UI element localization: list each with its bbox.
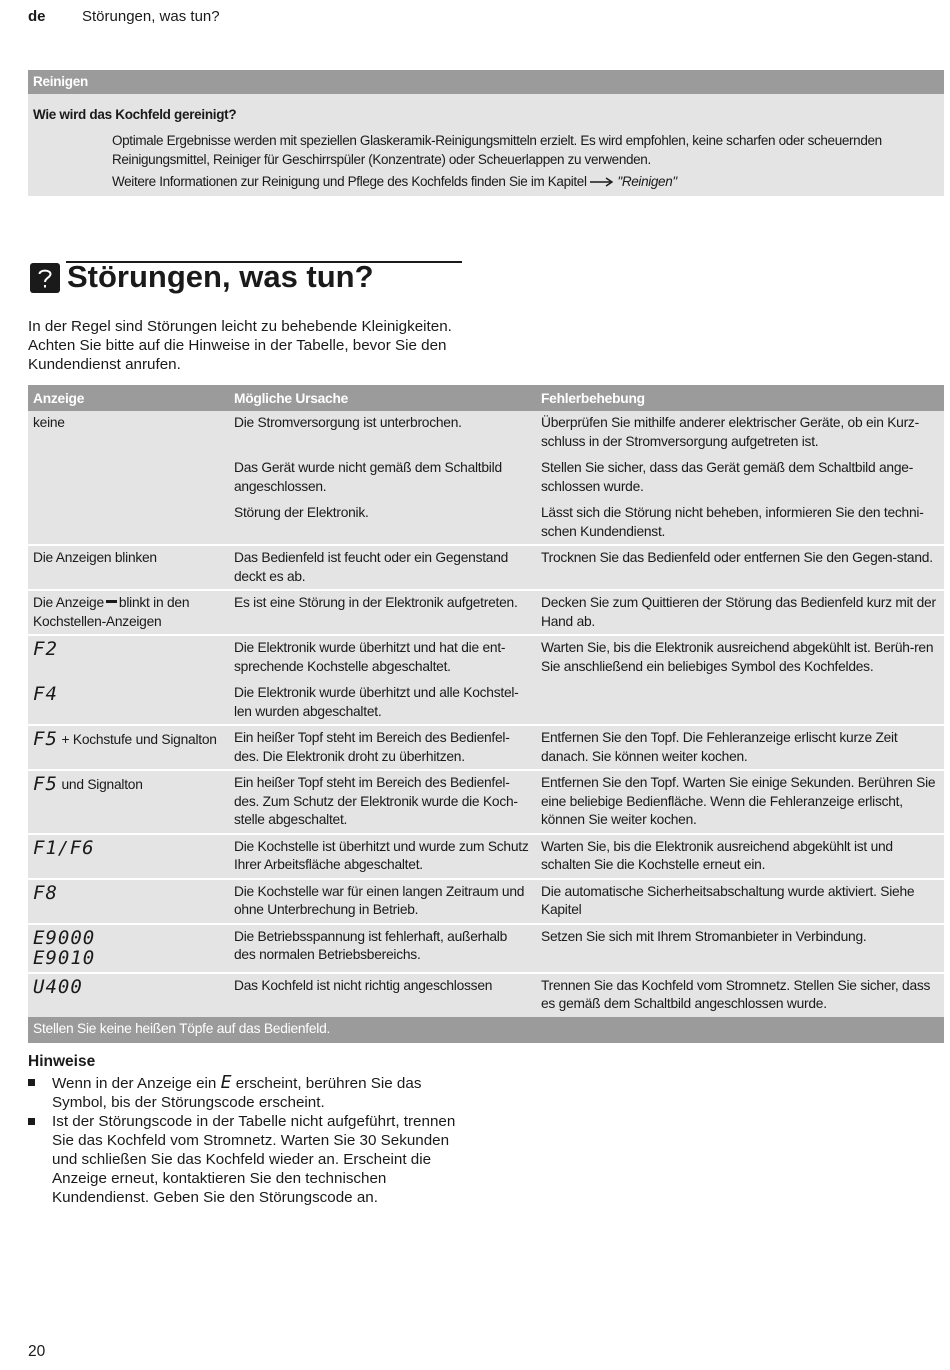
column-header-cause: Mögliche Ursache: [229, 385, 536, 411]
error-code: U400: [33, 975, 83, 998]
display-cell: keine: [28, 411, 229, 545]
cause-cell: Ein heißer Topf steht im Bereich des Bedienfel-des. Zum Schutz der Elektronik wurde die Koch-stelle abgeschaltet.: [229, 770, 536, 834]
display-text: Die Anzeige: [33, 595, 104, 610]
cleaning-question: Wie wird das Kochfeld gereinigt?: [33, 107, 237, 122]
cause-cell: Das Gerät wurde nicht gemäß dem Schaltbild angeschlossen.: [229, 454, 536, 499]
error-code: F4: [33, 683, 58, 705]
display-text: blinkt in den Kochstellen-Anzeigen: [33, 595, 190, 629]
fix-cell: Trocknen Sie das Bedienfeld oder entfernen Sie den Gegen-stand.: [536, 545, 944, 590]
cause-cell: Das Bedienfeld ist feucht oder ein Gegenstand deckt es ab.: [229, 545, 536, 590]
table-footer-row: [28, 1017, 944, 1043]
notes-list: [28, 1073, 468, 1207]
language-tag: de: [28, 8, 46, 25]
cleaning-paragraph-2: [112, 172, 938, 191]
list-item: [28, 1112, 468, 1207]
table-row: [28, 635, 944, 679]
cleaning-paragraph-1: Optimale Ergebnisse werden mit speziellen Glaskeramik-Reinigungsmitteln erzielt. Es wird empfohlen, keine scharfen oder scheuernden Reinigungsmittel, Reiniger für Geschirrspüler (Konzentrate) oder Scheuerlappen zu verwenden.: [112, 133, 882, 167]
error-code: E9010: [33, 947, 96, 969]
table-row: [28, 590, 944, 635]
arrow-right-icon: [590, 177, 614, 187]
cause-cell: Störung der Elektronik.: [229, 499, 536, 545]
display-cell: [28, 679, 229, 725]
fix-cell: Entfernen Sie den Topf. Die Fehleranzeige erlischt kurze Zeit danach. Sie können weiter kochen.: [536, 725, 944, 770]
table-row: [28, 545, 944, 590]
cause-cell: Ein heißer Topf steht im Bereich des Bedienfel-des. Die Elektronik droht zu überhitzen.: [229, 725, 536, 770]
display-cell: [28, 834, 229, 879]
display-cell: [28, 770, 229, 834]
display-cell: [28, 590, 229, 635]
table-row: [28, 725, 944, 770]
fix-cell: Überprüfen Sie mithilfe anderer elektrischer Geräte, ob ein Kurz-schluss in der Stromversorgung aufgetreten ist.: [536, 411, 944, 454]
table-row: [28, 834, 944, 879]
page-number: 20: [28, 1343, 46, 1360]
fix-cell: Trennen Sie das Kochfeld vom Stromnetz. Stellen Sie sicher, dass es gemäß dem Schaltbild angeschlossen wurde.: [536, 973, 944, 1017]
cause-cell: Die Stromversorgung ist unterbrochen.: [229, 411, 536, 454]
display-cell: [28, 973, 229, 1017]
code-suffix: und Signalton: [61, 777, 143, 792]
note-text: Ist der Störungscode in der Tabelle nicht aufgeführt, trennen Sie das Kochfeld vom Stromnetz. Warten Sie 30 Sekunden und schließen Sie das Kochfeld wieder an. Erscheint die Anzeige erneut, kontaktieren Sie den technischen Kundendienst. Geben Sie den Störungscode an.: [52, 1113, 456, 1206]
running-header-title: Störungen, was tun?: [82, 8, 220, 25]
chapter-reference-link[interactable]: "Reinigen": [617, 174, 677, 189]
display-cell: [28, 635, 229, 679]
fix-cell: Stellen Sie sicher, dass das Gerät gemäß dem Schaltbild ange-schlossen wurde.: [536, 454, 944, 499]
error-code: F5: [33, 728, 58, 750]
column-header-display: Anzeige: [28, 385, 229, 411]
bullet-square-icon: [28, 1118, 35, 1125]
table-footer-note: Stellen Sie keine heißen Töpfe auf das Bedienfeld.: [28, 1017, 944, 1043]
cause-cell: Die Elektronik wurde überhitzt und hat die ent-sprechende Kochstelle abgeschaltet.: [229, 635, 536, 679]
code-suffix: + Kochstufe und Signalton: [61, 732, 217, 747]
cause-cell: Die Elektronik wurde überhitzt und alle Kochstel-len wurden abgeschaltet.: [229, 679, 536, 725]
display-cell: [28, 924, 229, 973]
error-code: F8: [33, 881, 58, 904]
cause-cell: Es ist eine Störung in der Elektronik aufgetreten.: [229, 590, 536, 635]
code-separator: /: [57, 837, 70, 859]
error-code: F2: [33, 638, 58, 660]
error-code: F6: [69, 836, 95, 859]
table-row: [28, 924, 944, 973]
table-row: [28, 879, 944, 924]
cause-cell: Die Kochstelle ist überhitzt und wurde zum Schutz Ihrer Arbeitsfläche abgeschaltet.: [229, 834, 536, 879]
fix-cell: Decken Sie zum Quittieren der Störung das Bedienfeld kurz mit der Hand ab.: [536, 590, 944, 635]
section-intro: In der Regel sind Störungen leicht zu behebende Kleinigkeiten. Achten Sie bitte auf die Hinweise in der Tabelle, bevor Sie den Kundendienst anrufen.: [28, 318, 452, 373]
error-code: F1: [33, 836, 58, 859]
cleaning-paragraph-2-text: Weitere Informationen zur Reinigung und Pflege des Kochfelds finden Sie im Kapitel: [112, 174, 587, 189]
fix-cell: Warten Sie, bis die Elektronik ausreichend abgekühlt ist. Berüh-ren Sie anschließend ein beliebiges Symbol des Kochfeldes.: [536, 635, 944, 725]
cause-cell: Die Betriebsspannung ist fehlerhaft, außerhalb des normalen Betriebsbereichs.: [229, 924, 536, 973]
fix-cell: Lässt sich die Störung nicht beheben, informieren Sie den techni-schen Kundendienst.: [536, 499, 944, 545]
column-header-fix: Fehlerbehebung: [536, 385, 944, 411]
fix-cell: Entfernen Sie den Topf. Warten Sie einige Sekunden. Berühren Sie eine beliebige Bedienfläche. Wenn die Fehleranzeige erlischt, können Sie weiter kochen.: [536, 770, 944, 834]
section-title: Störungen, was tun?: [67, 259, 374, 294]
notes-title: Hinweise: [28, 1053, 96, 1070]
fix-cell: Die automatische Sicherheitsabschaltung wurde aktiviert. Siehe Kapitel: [536, 879, 944, 924]
troubleshooting-table: [28, 385, 944, 1043]
cleaning-bar-title: Reinigen: [28, 70, 944, 94]
fix-cell: Setzen Sie sich mit Ihrem Stromanbieter in Verbindung.: [536, 924, 944, 973]
segment-dash-icon: [106, 600, 117, 603]
fix-cell: Warten Sie, bis die Elektronik ausreichend abgekühlt ist und schalten Sie die Kochstelle erneut ein.: [536, 834, 944, 879]
cause-cell: Die Kochstelle war für einen langen Zeitraum und ohne Unterbrechung in Betrieb.: [229, 879, 536, 924]
display-cell: [28, 725, 229, 770]
note-text: erscheint, berühren Sie das Symbol, bis der Störungscode erscheint.: [52, 1075, 422, 1111]
table-row: [28, 411, 944, 454]
table-header-row: [28, 385, 944, 411]
table-row: [28, 770, 944, 834]
question-mark-icon: [30, 263, 60, 293]
table-row: [28, 973, 944, 1017]
cause-cell: Das Kochfeld ist nicht richtig angeschlossen: [229, 973, 536, 1017]
error-code: E9000: [33, 926, 96, 949]
error-code: E: [220, 1072, 232, 1093]
display-cell: [28, 879, 229, 924]
error-code: F5: [33, 773, 58, 795]
display-cell: Die Anzeigen blinken: [28, 545, 229, 590]
note-text: Wenn in der Anzeige ein: [52, 1075, 217, 1092]
bullet-square-icon: [28, 1079, 35, 1086]
list-item: [28, 1073, 468, 1112]
